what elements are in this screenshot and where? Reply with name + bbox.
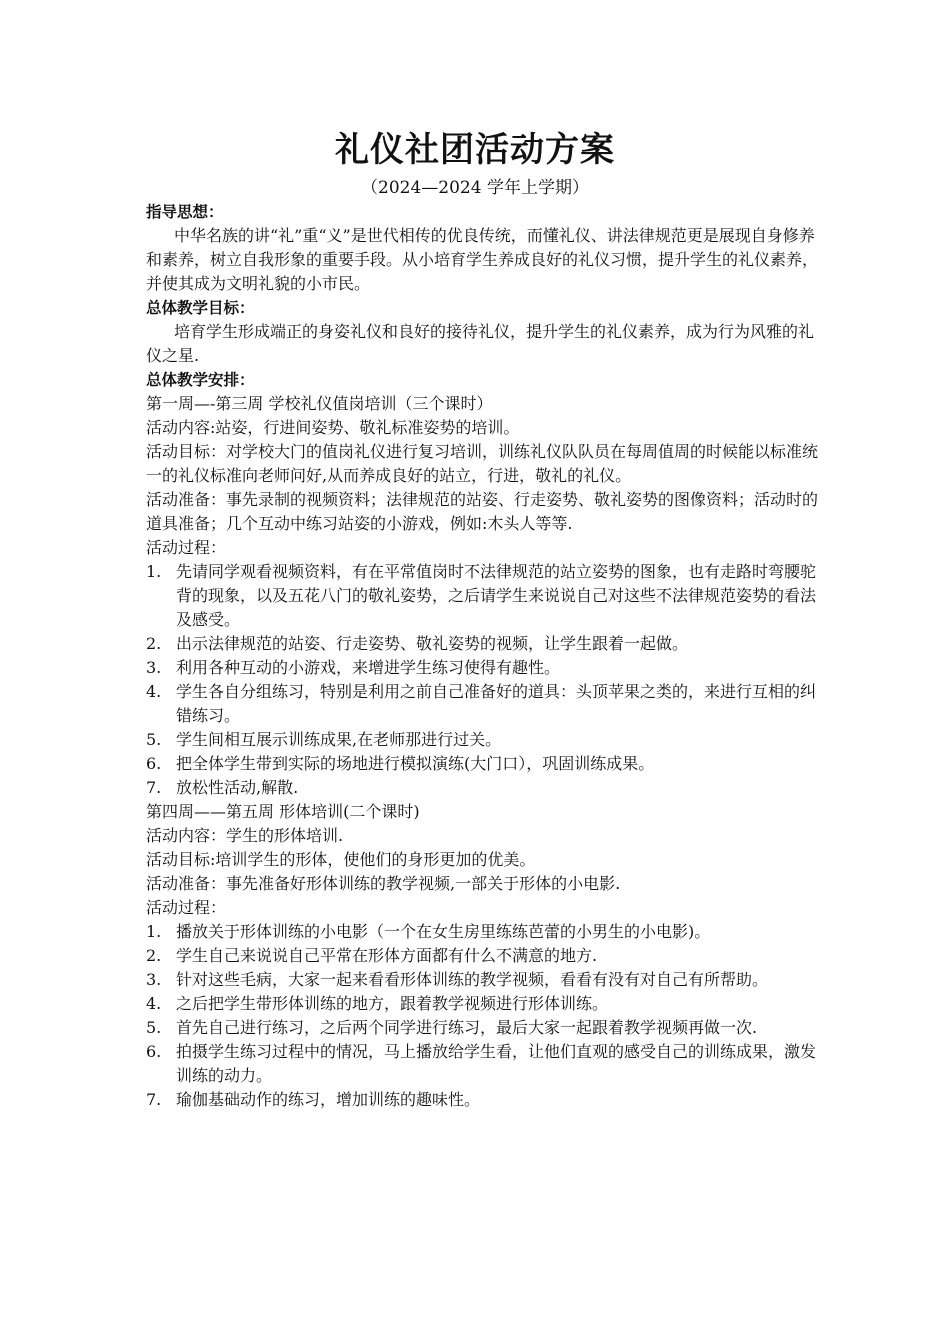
list-item-text: 利用各种互动的小游戏，来增进学生练习使得有趣性。 [176,658,561,677]
list-item-number: 3. [146,970,162,989]
list-item-text: 瑜伽基础动作的练习，增加训练的趣味性。 [176,1090,481,1109]
list-item-number: 1. [146,922,162,941]
document-subtitle: （2024—2024 学年上学期） [361,178,589,198]
unit-process-label: 活动过程： [146,898,227,917]
guiding-paragraph: 中华名族的讲“礼”重“义”是世代相传的优良传统，而懂礼仪、讲法律规范更是展现自身修养和素养，树立自我形象的重要手段。从小培育学生养成良好的礼仪习惯，提升学生的礼仪素养，并使其成为文明礼貌的小市民。 [146,226,819,293]
unit-prep: 活动准备：事先准备好形体训练的教学视频,一部关于形体的小电影. [146,874,621,893]
list-item [146,632,826,656]
list-item-text: 学生自己来说说自己平常在形体方面都有什么不满意的地方. [176,946,598,965]
unit-target: 活动目标：对学校大门的值岗礼仪进行复习培训，训练礼仪队队员在每周值周的时候能以标准统一的礼仪标准向老师问好,从而养成良好的站立，行进，敬礼的礼仪。 [146,442,819,485]
list-item-text: 放松性活动,解散. [176,778,299,797]
document-body [146,200,826,1112]
list-item-number: 7. [146,1090,162,1109]
list-item [146,1040,826,1088]
list-item-text: 首先自己进行练习，之后两个同学进行练习，最后大家一起跟着教学视频再做一次. [176,1018,758,1037]
list-item-number: 7. [146,778,162,797]
unit-period: 第四周——第五周 形体培训(二个课时) [146,802,420,821]
list-item-text: 拍摄学生练习过程中的情况，马上播放给学生看，让他们直观的感受自己的训练成果，激发训练的动力。 [176,1042,817,1085]
list-item-number: 6. [146,1042,162,1061]
list-item-number: 5. [146,1018,162,1037]
list-item [146,944,826,968]
list-item [146,752,826,776]
list-item [146,776,826,800]
document-title: 礼仪社团活动方案 [335,130,615,170]
section-heading-guiding: 指导思想： [146,203,224,221]
unit-content: 活动内容：学生的形体培训. [146,826,344,845]
list-item-number: 3. [146,658,162,677]
unit-process-label: 活动过程： [146,538,227,557]
list-item [146,920,826,944]
unit-steps-list [146,920,826,1112]
list-item-text: 针对这些毛病，大家一起来看看形体训练的教学视频，看看有没有对自己有所帮助。 [176,970,769,989]
goal-paragraph: 培育学生形成端正的身姿礼仪和良好的接待礼仪，提升学生的礼仪素养，成为行为风雅的礼仪之星. [146,322,815,365]
list-item-number: 5. [146,730,162,749]
unit-target: 活动目标:培训学生的形体，使他们的身形更加的优美。 [146,850,536,869]
list-item [146,560,826,632]
list-item-text: 出示法律规范的站姿、行走姿势、敬礼姿势的视频，让学生跟着一起做。 [176,634,689,653]
list-item-number: 4. [146,682,162,701]
list-item [146,656,826,680]
list-item [146,992,826,1016]
unit-period: 第一周—-第三周 学校礼仪值岗培训（三个课时） [146,394,493,413]
list-item-number: 2. [146,634,162,653]
list-item [146,728,826,752]
list-item [146,1016,826,1040]
section-heading-goal: 总体教学目标： [146,299,255,317]
list-item-number: 4. [146,994,162,1013]
section-heading-arrangement: 总体教学安排： [146,371,255,389]
list-item-number: 2. [146,946,162,965]
unit-content: 活动内容:站姿，行进间姿势、敬礼标准姿势的培训。 [146,418,520,437]
list-item-text: 之后把学生带形体训练的地方，跟着教学视频进行形体训练。 [176,994,609,1013]
list-item [146,680,826,728]
unit-prep: 活动准备：事先录制的视频资料；法律规范的站姿、行走姿势、敬礼姿势的图像资料；活动时的道具准备；几个互动中练习站姿的小游戏，例如:木头人等等. [146,490,819,533]
list-item [146,1088,826,1112]
list-item-text: 学生间相互展示训练成果,在老师那进行过关。 [176,730,502,749]
list-item-text: 把全体学生带到实际的场地进行模拟演练(大门口），巩固训练成果。 [176,754,655,773]
list-item-text: 学生各自分组练习，特别是利用之前自己准备好的道具：头顶苹果之类的，来进行互相的纠错练习。 [176,682,817,725]
list-item-text: 先请同学观看视频资料，有在平常值岗时不法律规范的站立姿势的图象，也有走路时弯腰驼背的现象，以及五花八门的敬礼姿势，之后请学生来说说自己对这些不法律规范姿势的看法及感受。 [176,562,817,629]
list-item [146,968,826,992]
list-item-number: 1. [146,562,162,581]
list-item-number: 6. [146,754,162,773]
list-item-text: 播放关于形体训练的小电影（一个在女生房里练练芭蕾的小男生的小电影)。 [176,922,711,941]
unit-steps-list [146,560,826,800]
